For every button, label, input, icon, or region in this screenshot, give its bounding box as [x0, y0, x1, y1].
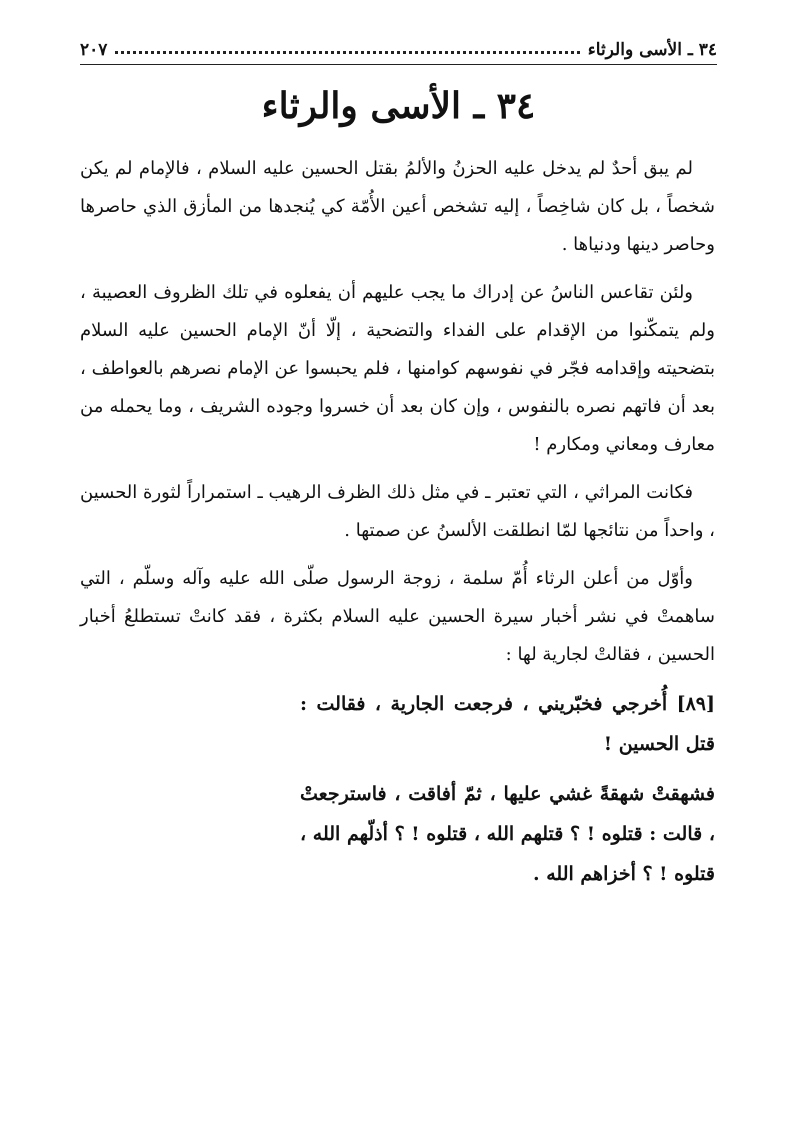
- paragraph: فكانت المراثي ، التي تعتبر ـ في مثل ذلك الظرف الرهيب ـ استمراراً لثورة الحسين ، واحداً من نتائجها لمّا انطلقت الألسنُ عن صمتها .: [80, 482, 715, 541]
- header-rule: [80, 64, 717, 65]
- paragraph: ولئن تقاعس الناسُ عن إدراك ما يجب عليهم أن يفعلوه في تلك الظروف العصيبة ، ولم يتمكّنوا من الإقدام على الفداء والتضحية ، إلّا أنّ الإمام الحسين عليه السلام بتضحيته وإقدامه فجّر في نفوسهم كوامنها ، فلم يحبسوا عن الإمام نصرهم بالعواطف ، بعد أن فاتهم نصره بالنفوس ، وإن كان بعد أن خسروا وجوده الشريف ، وما يحمله من معارف ومعاني ومكارم !: [80, 282, 715, 455]
- running-header-title: ٣٤ ـ الأسى والرثاء: [587, 40, 717, 60]
- paragraph: وأوّل من أعلن الرثاء أُمّ سلمة ، زوجة الرسول صلّى الله عليه وآله وسلّم ، التي ساهمتْ في نشر أخبار سيرة الحسين عليه السلام بكثرة ، فقد كانتْ تستطلعُ أخبار الحسين ، فقالتْ لجارية لها :: [80, 568, 715, 665]
- chapter-title: ٣٤ ـ الأسى والرثاء: [261, 85, 536, 127]
- running-header: [80, 30, 717, 60]
- quote-paragraph: فشهقتْ شهقةً غشي عليها ، ثمّ أفاقت ، فاسترجعتْ ، قالت : قتلوه ! ؟ قتلهم الله ، قتلوه ! ؟ أذلّهم الله ، قتلوه ! ؟ أخزاهم الله .: [300, 783, 715, 885]
- body-text: [80, 150, 715, 904]
- quote-paragraph: [٨٩] أُخرجي فخبّريني ، فرجعت الجارية ، فقالت : قتل الحسين !: [300, 693, 715, 755]
- page-number: ٢٠٧: [80, 40, 108, 60]
- paragraph: لم يبق أحدٌ لم يدخل عليه الحزنُ والألمُ بقتل الحسين عليه السلام ، فالإمام لم يكن شخصاً ، بل كان شاخِصاً ، إليه تشخص أعين الأُمّة كي يُنجدها من المأزق الذي حاصرها وحاصر دينها ودنياها .: [80, 158, 715, 255]
- block-quote: [80, 684, 715, 894]
- leader-dots: [115, 51, 579, 54]
